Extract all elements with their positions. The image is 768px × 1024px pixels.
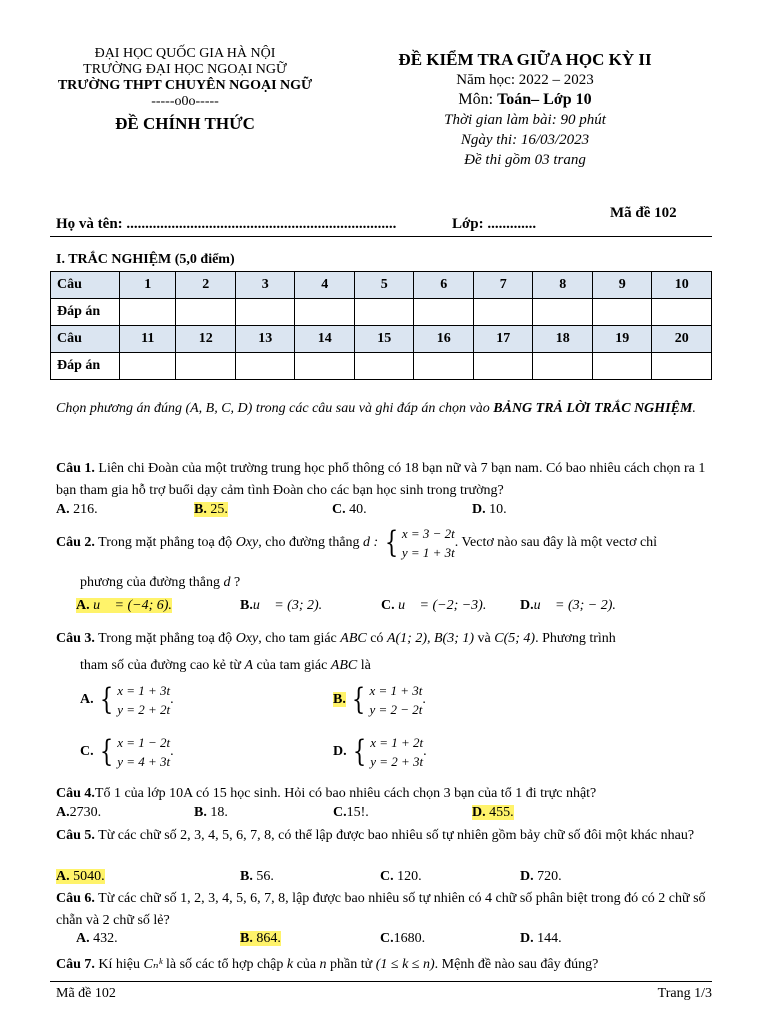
question-3 <box>56 628 718 650</box>
option-text: 720. <box>537 869 562 884</box>
answer-cell[interactable] <box>176 353 236 380</box>
question-number: 15 <box>354 326 414 353</box>
instruction-text: Chọn phương án đúng (A, B, C, D) trong các câu sau và ghi đáp án chọn vào <box>56 401 494 416</box>
question-number: 11 <box>120 326 176 353</box>
option-letter: C. <box>80 744 94 760</box>
question-number: 4 <box>295 272 355 299</box>
answer-cell[interactable] <box>354 299 414 326</box>
exam-date: Ngày thi: 16/03/2023 <box>460 132 590 148</box>
question-label: Câu 1. <box>56 461 95 476</box>
header-divider <box>50 236 712 237</box>
question-2-cont <box>56 572 742 594</box>
answer-cell[interactable] <box>592 353 652 380</box>
school-year: Năm học: 2022 – 2023 <box>456 72 594 88</box>
equation-system: { x = 1 − 2t y = 4 + 3t <box>99 734 171 769</box>
option-b[interactable] <box>240 869 274 885</box>
answer-cell[interactable] <box>652 353 712 380</box>
question-3-cont <box>56 655 742 677</box>
question-text: Tổ 1 của lớp 10A có 15 học sinh. Hỏi có bao nhiêu cách chọn 3 bạn của tổ 1 đi trực nhật? <box>94 786 597 801</box>
option-text: u⃗ = (3; 2). <box>252 598 323 613</box>
answer-cell[interactable] <box>295 353 355 380</box>
math-var: n <box>319 957 327 972</box>
question-4 <box>56 783 718 805</box>
equation-line: x = 1 − 2t <box>117 735 171 750</box>
equation-line: x = 1 + 3t <box>117 683 171 698</box>
math-var: Oxy <box>235 535 259 551</box>
answer-cell[interactable] <box>473 299 533 326</box>
instruction-end: . <box>692 401 696 416</box>
equation-line: y = 2 + 3t <box>370 754 424 769</box>
question-text: và <box>474 631 495 646</box>
section-title: I. TRẮC NGHIỆM (5,0 điểm) <box>56 252 235 267</box>
equation-line: x = 1 + 3t <box>369 683 423 698</box>
instruction-bold: BẢNG TRẢ LỜI TRẮC NGHIỆM <box>493 401 693 416</box>
option-c[interactable]: C. { x = 1 − 2t y = 4 + 3t . <box>80 734 174 769</box>
option-text: 40. <box>349 502 367 517</box>
equation-system: { x = 1 + 3t y = 2 + 2t <box>99 682 171 717</box>
equation-line: y = 2 + 2t <box>117 702 171 717</box>
option-text: 2730. <box>69 805 102 820</box>
math-var: d <box>223 575 231 590</box>
option-letter: D. <box>520 931 534 946</box>
equation-system: { x = 1 + 2t y = 2 + 3t <box>352 734 424 769</box>
option-letter: D. <box>520 869 534 884</box>
question-number: 2 <box>176 272 236 299</box>
question-number: 5 <box>354 272 414 299</box>
option-d[interactable] <box>520 869 562 885</box>
page-count: Đề thi gồm 03 trang <box>464 152 586 168</box>
option-c[interactable] <box>381 598 486 614</box>
option-b[interactable] <box>194 805 228 821</box>
option-d[interactable] <box>520 598 616 614</box>
option-text: 18. <box>210 805 228 820</box>
option-letter: A. <box>56 869 70 884</box>
option-b[interactable]: B. { x = 1 + 3t y = 2 − 2t . <box>333 682 426 717</box>
question-text: tham số của đường cao kẻ từ <box>80 658 245 673</box>
subject-name: Toán <box>497 91 532 108</box>
option-a[interactable] <box>56 502 98 518</box>
question-text: Trong mặt phẳng toạ độ <box>94 631 236 646</box>
question-number: 9 <box>592 272 652 299</box>
table-row <box>51 326 712 353</box>
question-number: 13 <box>235 326 295 353</box>
math-var: d : <box>363 535 379 551</box>
option-letter: B. <box>333 692 346 708</box>
answer-cell[interactable] <box>120 299 176 326</box>
question-text: Từ các chữ số 1, 2, 3, 4, 5, 6, 7, 8, lập được bao nhiêu số tự nhiên có 4 chữ số phân biệt trong đó có 2 chữ số chẵn và 2 chữ số lẻ? <box>56 891 706 928</box>
answer-cell[interactable] <box>414 299 474 326</box>
math-var: ABC <box>330 658 358 673</box>
option-c[interactable] <box>332 502 367 518</box>
option-letter: D. <box>472 805 486 820</box>
question-number: 7 <box>473 272 533 299</box>
equation-line: y = 2 − 2t <box>369 702 423 717</box>
math-var: Oxy <box>235 631 259 646</box>
class-field: Lớp: ............. <box>452 216 537 232</box>
answer-cell[interactable] <box>652 299 712 326</box>
table-row <box>51 272 712 299</box>
option-letter: D. <box>520 598 534 613</box>
option-letter: D. <box>472 502 486 517</box>
option-c[interactable] <box>380 869 422 885</box>
option-a[interactable] <box>76 598 172 614</box>
option-letter: B. <box>240 869 253 884</box>
question-label: Câu 7. <box>56 957 95 972</box>
question-label: Câu 5. <box>56 828 95 843</box>
option-a[interactable] <box>56 869 105 885</box>
option-text: 432. <box>93 931 118 946</box>
equation-line: y = 4 + 3t <box>117 754 171 769</box>
subject-grade: – Lớp 10 <box>531 91 592 108</box>
option-letter: C. <box>381 598 395 613</box>
equation-system: { x = 3 − 2t y = 1 + 3t <box>384 525 455 560</box>
question-text: của <box>293 957 320 972</box>
university-name: ĐẠI HỌC QUỐC GIA HÀ NỘI <box>94 46 276 61</box>
answer-table <box>50 271 712 380</box>
math-expr: (1 ≤ k ≤ n) <box>375 957 435 972</box>
option-text: 10. <box>489 502 507 517</box>
answer-cell[interactable] <box>176 299 236 326</box>
question-7 <box>56 954 718 976</box>
answer-cell[interactable] <box>295 299 355 326</box>
option-a[interactable]: A. { x = 1 + 3t y = 2 + 2t . <box>80 682 174 717</box>
question-text: . Vectơ nào sau đây là một vectơ chỉ <box>454 535 658 551</box>
math-var: A <box>244 658 254 673</box>
table-row <box>51 353 712 380</box>
exam-header <box>370 50 680 170</box>
option-text: 864. <box>256 931 281 946</box>
question-text: là số các tổ hợp chập <box>162 957 287 972</box>
exam-title: ĐỀ KIỂM TRA GIỮA HỌC KỲ II <box>398 50 652 69</box>
question-number: 20 <box>652 326 712 353</box>
math-var: ABC <box>340 631 367 646</box>
answer-cell[interactable] <box>235 353 295 380</box>
option-letter: A. <box>56 805 70 820</box>
option-letter: B. <box>240 931 253 946</box>
equation-line: x = 3 − 2t <box>401 526 455 541</box>
question-text: ? <box>230 575 241 590</box>
question-text: của tam giác <box>253 658 331 673</box>
question-2 <box>56 524 718 562</box>
question-number: 16 <box>414 326 474 353</box>
option-a[interactable] <box>56 805 101 821</box>
footer-divider <box>50 981 712 982</box>
option-letter: A. <box>80 692 94 708</box>
question-text: , cho tam giác <box>258 631 341 646</box>
page-number: Trang 1/3 <box>657 986 712 1001</box>
question-6 <box>56 888 718 932</box>
name-field: Họ và tên: ........................................................................ <box>56 216 397 232</box>
option-letter: B. <box>194 502 207 517</box>
answer-cell[interactable] <box>414 353 474 380</box>
equation-system: { x = 1 + 3t y = 2 − 2t <box>352 682 423 717</box>
question-number: 12 <box>176 326 236 353</box>
question-number: 1 <box>120 272 176 299</box>
question-number: 18 <box>533 326 593 353</box>
math-expr: Cₙᵏ <box>143 957 163 972</box>
option-letter: A. <box>76 931 90 946</box>
option-d[interactable] <box>472 502 507 518</box>
option-text: 25. <box>210 502 228 517</box>
question-text: Liên chi Đoàn của một trường trung học phổ thông có 18 bạn nữ và 7 bạn nam. Có bao nhiêu cách chọn ra 1 bạn tham gia hỗ trợ buổi dạy cảm tình Đoàn cho các bạn học sinh trong trường? <box>56 461 706 498</box>
option-letter: A. <box>56 502 70 517</box>
question-number: 6 <box>414 272 474 299</box>
option-c[interactable] <box>333 805 369 821</box>
question-text: phương của đường thẳng <box>80 575 224 590</box>
row-label: Đáp án <box>51 353 120 380</box>
college-name: TRƯỜNG ĐẠI HỌC NGOẠI NGỮ <box>83 62 287 77</box>
question-text: . Phương trình <box>535 631 616 646</box>
option-c[interactable] <box>380 931 425 947</box>
subject-prefix: Môn: <box>458 91 498 108</box>
table-row <box>51 299 712 326</box>
option-text: 216. <box>73 502 98 517</box>
question-5 <box>56 825 718 847</box>
question-number: 17 <box>473 326 533 353</box>
equation-line: y = 1 + 3t <box>401 545 455 560</box>
option-letter: D. <box>333 744 347 760</box>
option-b[interactable] <box>240 598 322 614</box>
school-name: TRƯỜNG THPT CHUYÊN NGOẠI NGỮ <box>57 78 313 93</box>
question-label: Câu 6. <box>56 891 95 906</box>
option-letter: C. <box>332 502 346 517</box>
exam-code: Mã đề 102 <box>610 205 677 221</box>
question-text: , cho đường thẳng <box>258 535 364 551</box>
row-label: Câu <box>51 326 120 353</box>
question-text: phần tử <box>326 957 376 972</box>
question-number: 10 <box>652 272 712 299</box>
option-text: u⃗ = (−2; −3). <box>398 598 487 613</box>
option-text: 15!. <box>346 805 369 820</box>
option-b[interactable] <box>194 502 228 518</box>
option-d[interactable]: D. { x = 1 + 2t y = 2 + 3t . <box>333 734 427 769</box>
duration: Thời gian làm bài: 90 phút <box>444 112 606 128</box>
answer-cell[interactable] <box>533 299 593 326</box>
option-d[interactable] <box>472 805 514 821</box>
question-1 <box>56 458 718 502</box>
question-text: Trong mặt phẳng toạ độ <box>94 535 236 551</box>
option-text: 144. <box>537 931 562 946</box>
math-var: k <box>286 957 294 972</box>
question-number: 19 <box>592 326 652 353</box>
row-label: Đáp án <box>51 299 120 326</box>
instruction <box>56 398 716 419</box>
answer-cell[interactable] <box>592 299 652 326</box>
equation-line: x = 1 + 2t <box>370 735 424 750</box>
option-text: u⃗ = (3; − 2). <box>533 598 616 613</box>
question-label: Câu 4. <box>56 786 95 801</box>
question-text: Kí hiệu <box>94 957 144 972</box>
option-letter: B. <box>194 805 207 820</box>
option-text: 56. <box>256 869 274 884</box>
option-letter: A. <box>76 598 90 613</box>
answer-cell[interactable] <box>354 353 414 380</box>
option-d[interactable] <box>520 931 562 947</box>
option-text: 120. <box>397 869 422 884</box>
option-letter: B. <box>240 598 253 613</box>
answer-cell[interactable] <box>473 353 533 380</box>
option-letter: C. <box>380 931 394 946</box>
question-label: Câu 2. <box>56 535 95 551</box>
row-label: Câu <box>51 272 120 299</box>
option-text: 5040. <box>73 869 105 884</box>
answer-cell[interactable] <box>533 353 593 380</box>
option-b[interactable] <box>240 931 281 947</box>
answer-cell[interactable] <box>235 299 295 326</box>
option-text: 455. <box>489 805 514 820</box>
option-text: 1680. <box>393 931 426 946</box>
answer-cell[interactable] <box>120 353 176 380</box>
option-text: u⃗ = (−4; 6). <box>93 598 172 613</box>
question-number: 3 <box>235 272 295 299</box>
school-header <box>40 46 330 132</box>
option-letter: C. <box>380 869 394 884</box>
question-text: có <box>366 631 387 646</box>
option-letter: C. <box>333 805 347 820</box>
separator: -----o0o----- <box>151 94 219 109</box>
question-text: . Mệnh đề nào sau đây đúng? <box>434 957 599 972</box>
question-number: 14 <box>295 326 355 353</box>
math-expr: C(5; 4) <box>494 631 536 646</box>
math-expr: A(1; 2), B(3; 1) <box>386 631 475 646</box>
question-text: là <box>357 658 371 673</box>
question-label: Câu 3. <box>56 631 95 646</box>
subject-line <box>370 90 680 110</box>
question-number: 8 <box>533 272 593 299</box>
official-label: ĐỀ CHÍNH THỨC <box>115 114 255 133</box>
question-text: Từ các chữ số 2, 3, 4, 5, 6, 7, 8, có thể lập được bao nhiêu số tự nhiên gồm bảy chữ số đôi một khác nhau? <box>94 828 695 843</box>
option-a[interactable] <box>76 931 118 947</box>
footer-code: Mã đề 102 <box>56 986 116 1001</box>
